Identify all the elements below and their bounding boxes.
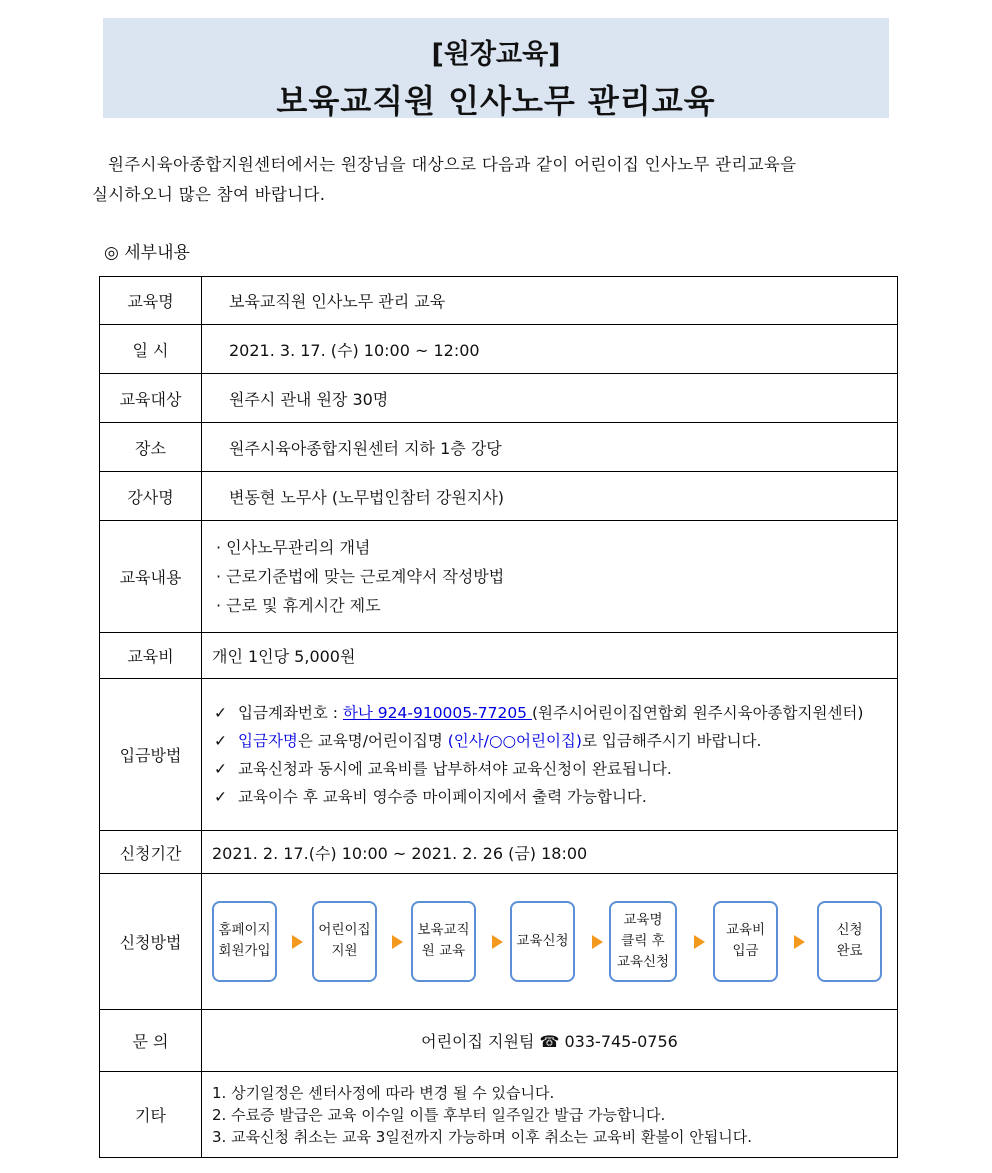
label-content: 교육내용 bbox=[100, 521, 202, 633]
arrow-right-icon bbox=[794, 935, 805, 949]
row-method bbox=[100, 874, 898, 1010]
row-datetime bbox=[100, 325, 898, 374]
payment-item-depositor: ✓ 입금자명은 교육명/어린이집명 (인사/○○어린이집)로 입금해주시기 바랍니다. bbox=[212, 727, 889, 755]
content-item: · 근로기준법에 맞는 근로계약서 작성방법 bbox=[216, 567, 505, 586]
flow-step-apply: 교육신청 bbox=[510, 901, 575, 982]
check-icon: ✓ bbox=[214, 759, 227, 778]
section-title: ◎ 세부내용 bbox=[104, 243, 190, 263]
arrow-right-icon bbox=[592, 935, 603, 949]
application-flow bbox=[202, 875, 897, 1009]
flow-step-click-course: 교육명 클릭 후 교육신청 bbox=[609, 901, 677, 982]
row-place bbox=[100, 423, 898, 472]
arrow-right-icon bbox=[292, 935, 303, 949]
check-icon: ✓ bbox=[214, 703, 227, 722]
label-period: 신청기간 bbox=[100, 831, 202, 874]
label-contact: 문 의 bbox=[100, 1010, 202, 1072]
flow-step-daycare: 어린이집 지원 bbox=[312, 901, 377, 982]
value-instructor: 변동현 노무사 (노무법인참터 강원지사) bbox=[202, 472, 898, 521]
value-fee: 개인 1인당 5,000원 bbox=[202, 633, 898, 679]
flow-step-signup: 홈페이지 회원가입 bbox=[212, 901, 277, 982]
arrow-right-icon bbox=[492, 935, 503, 949]
details-table bbox=[99, 276, 898, 1158]
flow-step-complete: 신청 완료 bbox=[817, 901, 882, 982]
row-content bbox=[100, 521, 898, 633]
value-course-name: 보육교직원 인사노무 관리 교육 bbox=[202, 277, 898, 325]
payment-item-account: ✓ 입금계좌번호 : 하나 924-910005-77205 (원주시어린이집연합회 원주시육아종합지원센터) bbox=[212, 699, 889, 727]
label-datetime: 일 시 bbox=[100, 325, 202, 374]
label-payment: 입금방법 bbox=[100, 679, 202, 831]
check-icon: ✓ bbox=[214, 787, 227, 806]
payment-item-receipt: ✓ 교육이수 후 교육비 영수증 마이페이지에서 출력 가능합니다. bbox=[212, 783, 889, 811]
row-fee bbox=[100, 633, 898, 679]
intro-line-1: 원주시육아종합지원센터에서는 원장님을 대상으로 다음과 같이 어린이집 인사노무 관리교육을 bbox=[108, 155, 797, 174]
row-etc bbox=[100, 1072, 898, 1158]
page-title: 보육교직원 인사노무 관리교육 bbox=[276, 82, 716, 120]
label-method: 신청방법 bbox=[100, 874, 202, 1010]
value-target: 원주시 관내 원장 30명 bbox=[202, 374, 898, 423]
value-payment bbox=[202, 679, 898, 831]
row-instructor bbox=[100, 472, 898, 521]
flow-step-payment: 교육비 입금 bbox=[713, 901, 778, 982]
row-target bbox=[100, 374, 898, 423]
value-period: 2021. 2. 17.(수) 10:00 ~ 2021. 2. 26 (금) 18:00 bbox=[202, 831, 898, 874]
value-method bbox=[202, 874, 898, 1010]
value-content bbox=[202, 521, 898, 633]
flow-step-staff-edu: 보육교직 원 교육 bbox=[411, 901, 476, 982]
row-payment bbox=[100, 679, 898, 831]
title-category: [원장교육] bbox=[431, 39, 561, 70]
arrow-right-icon bbox=[694, 935, 705, 949]
value-etc bbox=[202, 1072, 898, 1158]
content-item: · 근로 및 휴게시간 제도 bbox=[216, 596, 381, 615]
check-icon: ✓ bbox=[214, 731, 227, 750]
value-contact: 어린이집 지원팀 ☎ 033-745-0756 bbox=[202, 1010, 898, 1072]
note-item: 1. 상기일정은 센터사정에 따라 변경 될 수 있습니다. bbox=[212, 1083, 555, 1102]
intro-paragraph bbox=[92, 150, 900, 210]
label-place: 장소 bbox=[100, 423, 202, 472]
label-fee: 교육비 bbox=[100, 633, 202, 679]
label-course-name: 교육명 bbox=[100, 277, 202, 325]
label-target: 교육대상 bbox=[100, 374, 202, 423]
row-period bbox=[100, 831, 898, 874]
label-etc: 기타 bbox=[100, 1072, 202, 1158]
arrow-right-icon bbox=[392, 935, 403, 949]
content-item: · 인사노무관리의 개념 bbox=[216, 538, 371, 557]
account-number-link[interactable]: 하나 924-910005-77205 bbox=[342, 703, 532, 722]
title-banner bbox=[103, 18, 889, 118]
payment-item-notice: ✓ 교육신청과 동시에 교육비를 납부하셔야 교육신청이 완료됩니다. bbox=[212, 755, 889, 783]
value-place: 원주시육아종합지원센터 지하 1층 강당 bbox=[202, 423, 898, 472]
row-contact bbox=[100, 1010, 898, 1072]
value-datetime: 2021. 3. 17. (수) 10:00 ~ 12:00 bbox=[202, 325, 898, 374]
note-item: 2. 수료증 발급은 교육 이수일 이틀 후부터 일주일간 발급 가능합니다. bbox=[212, 1105, 666, 1124]
label-instructor: 강사명 bbox=[100, 472, 202, 521]
note-item: 3. 교육신청 취소는 교육 3일전까지 가능하며 이후 취소는 교육비 환불이 안됩니다. bbox=[212, 1127, 752, 1146]
row-course-name bbox=[100, 277, 898, 325]
intro-line-2: 실시하오니 많은 참여 바랍니다. bbox=[92, 185, 326, 204]
